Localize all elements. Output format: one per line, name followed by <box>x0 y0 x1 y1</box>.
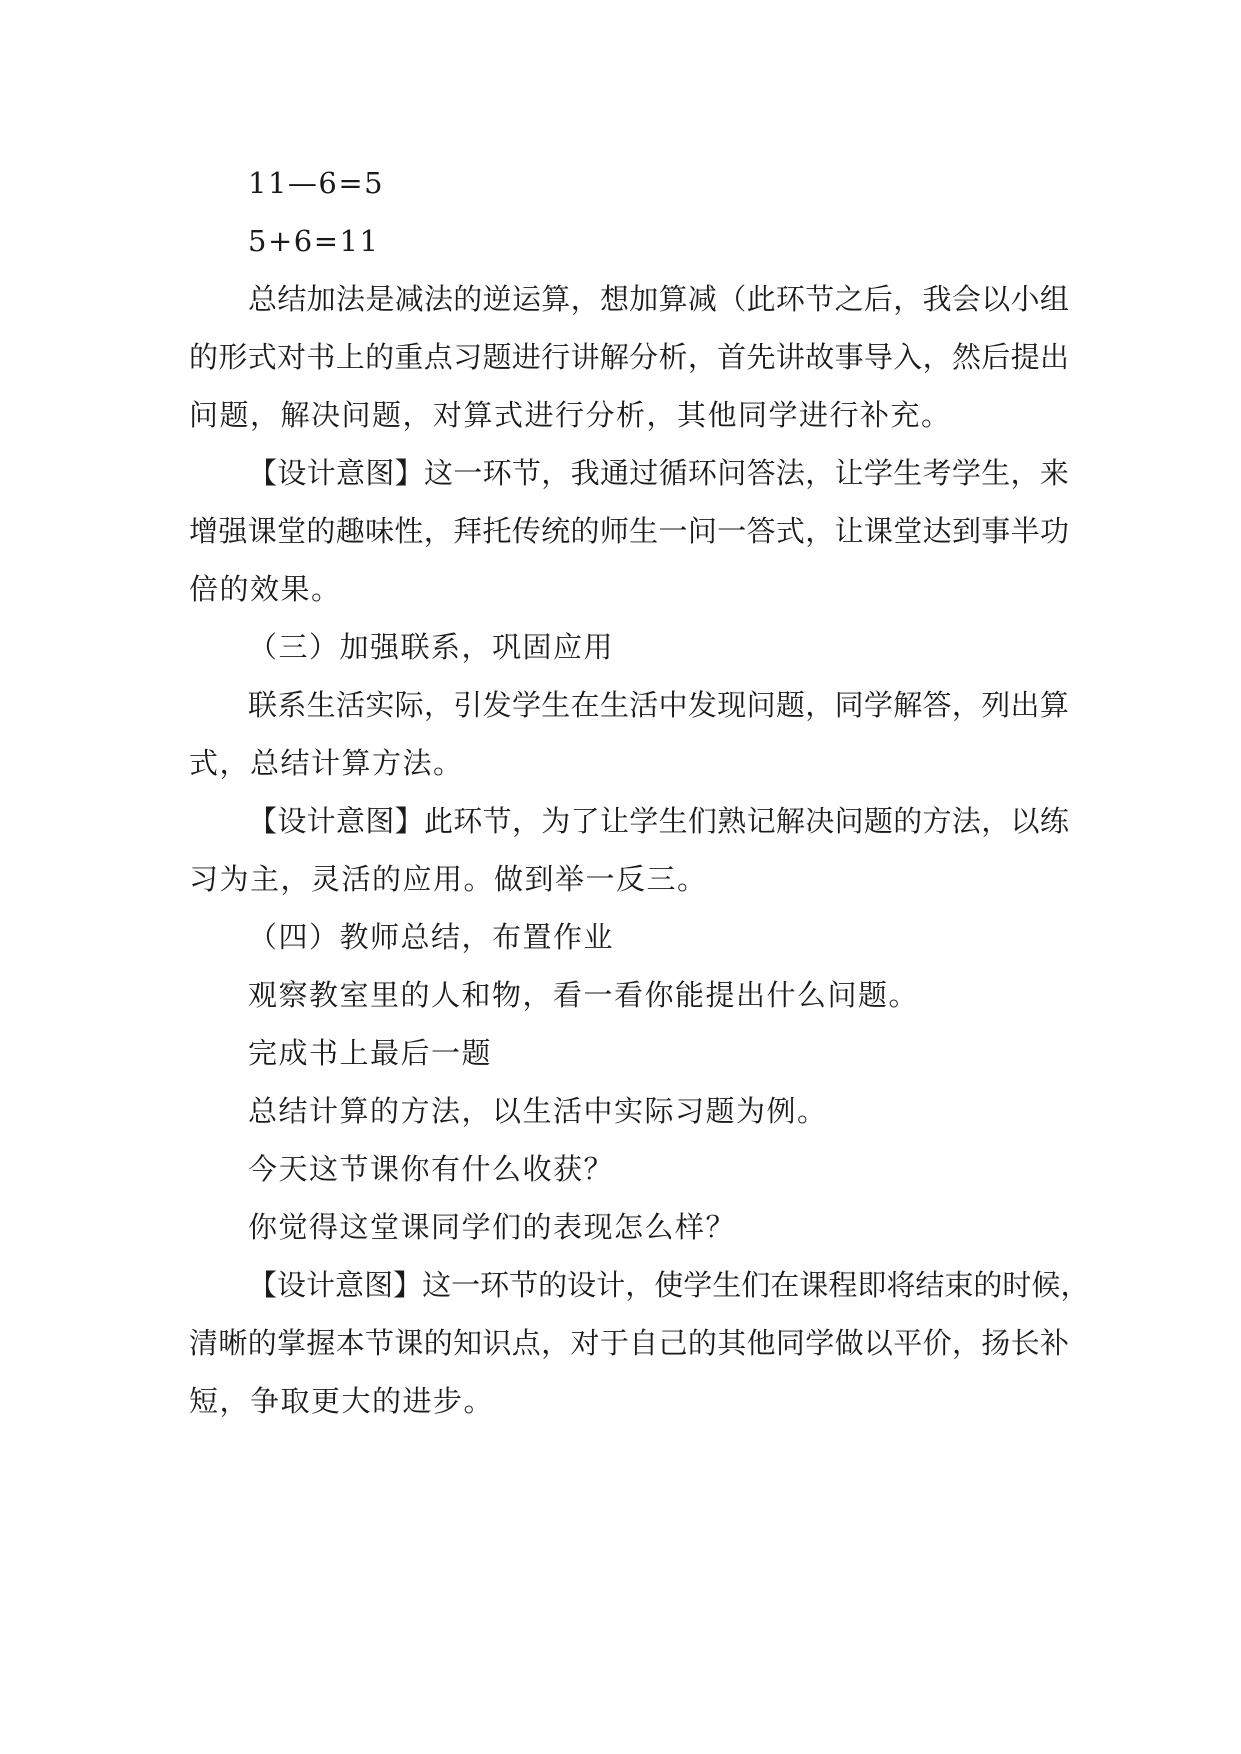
section-heading: （四）教师总结，布置作业 <box>248 920 615 954</box>
list-item: 完成书上最后一题 <box>248 1036 493 1070</box>
design-intent-line: 【 设 计 意 图 】 这 一 环 节 的 设 计 ， 使 学 生 们 在 课 程 即 将 结 束 的 时 候 ， <box>248 1268 1090 1302</box>
list-item: 观察教室里的人和物，看一看你能提出什么问题。 <box>248 978 920 1012</box>
design-intent-line: 习为主，灵活的应用。做到举一反三。 <box>189 862 708 896</box>
list-item: 你觉得这堂课同学们的表现怎么样？ <box>248 1210 737 1244</box>
paragraph-line: 总 结 加 法 是 减 法 的 逆 运 算 ， 想 加 算 减 （ 此 环 节 之 后 ， 我 会 以 小 组 <box>248 282 1069 316</box>
section-heading: （三）加强联系，巩固应用 <box>248 630 615 664</box>
design-intent-line: 增 强 课 堂 的 趣 味 性 ， 拜 托 传 统 的 师 生 一 问 一 答 式 ， 让 课 堂 达 到 事 半 功 <box>189 514 1069 548</box>
list-item: 今天这节课你有什么收获？ <box>248 1152 615 1186</box>
equation-line: 5+6=11 <box>248 224 380 258</box>
paragraph-line: 联 系 生 活 实 际 ， 引 发 学 生 在 生 活 中 发 现 问 题 ， 同 学 解 答 ， 列 出 算 <box>248 688 1069 722</box>
paragraph-line: 的 形 式 对 书 上 的 重 点 习 题 进 行 讲 解 分 析 ， 首 先 讲 故 事 导 入 ， 然 后 提 出 <box>189 340 1069 374</box>
list-item: 总结计算的方法，以生活中实际习题为例。 <box>248 1094 828 1128</box>
paragraph-line: 式，总结计算方法。 <box>189 746 464 780</box>
paragraph-line: 问题，解决问题，对算式进行分析，其他同学进行补充。 <box>189 398 952 432</box>
design-intent-line: 【 设 计 意 图 】 这 一 环 节 ， 我 通 过 循 环 问 答 法 ， 让 学 生 考 学 生 ， 来 <box>248 456 1069 490</box>
design-intent-line: 短，争取更大的进步。 <box>189 1384 495 1418</box>
design-intent-line: 清 晰 的 掌 握 本 节 课 的 知 识 点 ， 对 于 自 己 的 其 他 同 学 做 以 平 价 ， 扬 长 补 <box>189 1326 1069 1360</box>
design-intent-line: 倍的效果。 <box>189 572 342 606</box>
design-intent-line: 【 设 计 意 图 】 此 环 节 ， 为 了 让 学 生 们 熟 记 解 决 问 题 的 方 法 ， 以 练 <box>248 804 1069 838</box>
equation-line: 11—6=5 <box>248 166 385 200</box>
